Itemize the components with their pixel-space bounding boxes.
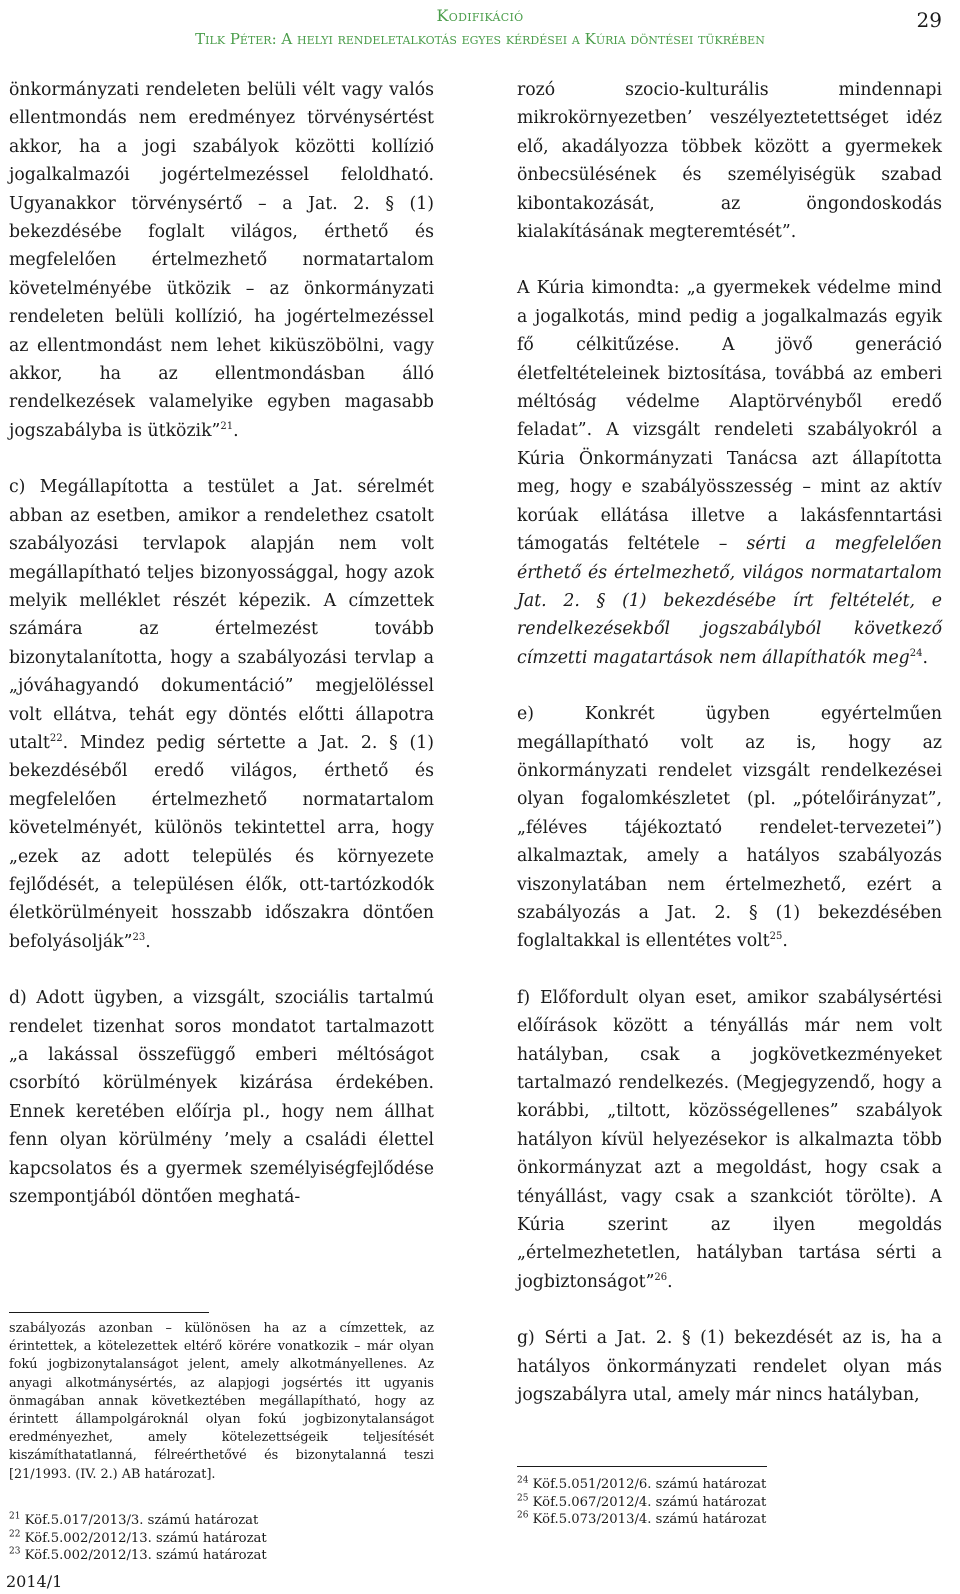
footnote-24: $^{24}$ Köf.5.051/2012/6. számú határozat xyxy=(517,1475,767,1492)
footnote-25: $^{25}$ Köf.5.067/2012/4. számú határozat xyxy=(517,1493,767,1510)
issue-label: 2014/1 xyxy=(6,1572,63,1591)
footnote-continuation: szabályozás azonban – különösen ha az a címzettek, az érintettek, a kötelezettek eltérő körére vonatkozik – már olyan fokú jogbizonytalanságot jelent, amely alkotmányellenes. Az anyagi alkotmánysértés, az alapjogi jogsértés itt ugyanis önmagában annak következtében megállapítható, hogy az érintett állampolgároknál olyan fokú jogbizonytalanságot eredményezhet, amely kötelezettségeik teljesítését kiszámíthatatlanná, félreérthetővé és bizonytalanná teszi [21/1993. (IV. 2.) AB határozat]. xyxy=(9,1321,434,1482)
left-paragraph-2: c) Megállapította a testület a Jat. sérelmét abban az esetben, amikor a rendelethez csatolt szabályozási tervlapok alapján nem volt megállapítható teljes bizonyossággal, hogy azok melyik melléklet részét képezik. A címzettek számára az értelmezést tovább bizonytalanította, hogy a szabályozási tervlap a „jóváhagyandó dokumentáció” megjelöléssel volt ellátva, tehát egy döntés előtti állapotra utalt$^{22}$. Mindez pedig sértette a Jat. 2. § (1) bekezdéséből eredő világos, érthető és megfelelően értelmezhető normatartalom követelményét, különös tekintettel arra, hogy „ezek az adott település és környezete fejlődését, a településen élők, ott-tartózkodók életkörülményeit hosszabb időszakra döntően befolyásolják”$^{23}$. xyxy=(9,477,434,952)
page-number: 29 xyxy=(916,8,942,32)
right-paragraph-2: A Kúria kimondta: „a gyermekek védelme mind a jogalkotás, mind pedig a jogalkalmazás egyik fő célkitűzése. A jövő generáció életfeltételeinek biztosítása, továbbá az emberi méltóság védelme Alaptörvényből eredő feladat”. A vizsgált rendeleti szabályokról a Kúria Önkormányzati Tanácsa azt állapította meg, hogy e szabályösszesség – mint az aktív korúak ellátása illetve a lakásfenntartási támogatás feltétele – sérti a megfelelően érthető és értelmezhető, világos normatartalom Jat. 2. § (1) bekezdésébe írt feltételét, e rendelkezésekből jogszabályból következő címzetti magatartások nem állapíthatók meg$^{24}$. xyxy=(517,278,942,668)
footnote-separator-left xyxy=(9,1312,209,1313)
footnote-22: $^{22}$ Köf.5.002/2012/13. számú határozat xyxy=(9,1529,267,1546)
left-footnotes xyxy=(9,1512,434,1565)
footnote-ref-26[interactable]: 26 xyxy=(654,1272,668,1284)
footnote-21: $^{21}$ Köf.5.017/2013/3. számú határozat xyxy=(9,1511,259,1528)
running-header-title: Tilk Péter: A helyi rendeletalkotás egyes kérdései a Kúria döntései tükrében xyxy=(195,30,765,48)
footnote-ref-25[interactable]: 25 xyxy=(769,931,783,943)
right-paragraph-3: e) Konkrét ügyben egyértelműen megállapítható volt az is, hogy az önkormányzati rendelet vizsgált rendelkezései olyan fogalomkészletet (pl. „pótelőirányzat”, „féléves tájékoztató rendelet-tervezetei”) alkalmaztak, amely a hatályos szabályozás viszonylatában nem értelmezhető, ezért a szabályozás a Jat. 2. § (1) bekezdésében foglaltakkal is ellentétes volt$^{25}$. xyxy=(517,704,942,952)
right-column xyxy=(517,76,942,1437)
italic-quote: sérti a megfelelően érthető és értelmezhető, világos normatartalom Jat. 2. § (1) bekezdésébe írt feltételét, e rendelkezésekből jogszabályból következő címzetti magatartások nem állapíthatók meg xyxy=(517,534,942,668)
right-paragraph-1: rozó szocio-kulturális mindennapi mikrokörnyezetben’ veszélyeztetettséget idéz elő, akadályozza többek között a gyermekek önbecsülésének és személyiségük szabad kibontakozását, az öngondoskodás kialakításának megteremtését”. xyxy=(517,80,942,243)
footnote-ref-23[interactable]: 23 xyxy=(132,932,146,944)
right-paragraph-4: f) Előfordult olyan eset, amikor szabálysértési előírások között a tényállás már nem volt hatályban, csak a jogkövetkezményeket tartalmazó rendelkezés. (Megjegyzendő, hogy a korábbi, „tiltott, közösségellenes” szabályok hatályon kívül helyezésekor is alkalmazta több önkormányzat azt a megoldást, hogy csak a tényállást, vagy csak a szankciót törölte). A Kúria szerint az ilyen megoldás „értelmezhetetlen, hatályban tartása sérti a jogbiztonságot”$^{26}$. xyxy=(517,987,942,1292)
footnote-ref-22[interactable]: 22 xyxy=(49,733,63,745)
right-paragraph-5: g) Sérti a Jat. 2. § (1) bekezdését az is, ha a hatályos önkormányzati rendelet olyan más jogszabályra utal, amely már nincs hatályban, xyxy=(517,1328,942,1406)
footnote-26: $^{26}$ Köf.5.073/2013/4. számú határozat xyxy=(517,1510,767,1528)
left-paragraph-3: d) Adott ügyben, a vizsgált, szociális tartalmú rendelet tizenhat soros mondatot tartalmazott „a lakással összefüggő emberi méltóságot csorbító körülmények kizárása érdekében. Ennek keretében előírja pl., hogy nem állhat fenn olyan körülmény ’mely a családi élettel kapcsolatos és a gyermek személyiségfejlődése szempontjából döntően meghatá- xyxy=(9,988,434,1208)
footnote-ref-24[interactable]: 24 xyxy=(909,647,923,659)
right-footnotes xyxy=(517,1476,942,1529)
left-paragraph-1: önkormányzati rendeleten belüli vélt vagy valós ellentmondás nem eredményez törvénysértést akkor, ha a jogi szabályok közötti kollízió jogalkalmazói jogértelmezéssel feloldható. Ugyanakkor törvénysértő – a Jat. 2. § (1) bekezdésébe foglalt világos, érthető és megfelelően értelmezhető normatartalom követelményébe ütközik – az önkormányzati rendeleten belüli kollízió, ha jogértelmezéssel az ellentmondást nem lehet kiküszöbölni, vagy akkor, ha az ellentmondásban álló rendelkezések valamelyike egyben magasabb jogszabályba is ütközik”$^{21}$. xyxy=(9,80,434,441)
footnote-separator-right xyxy=(517,1466,767,1467)
running-header-section: Kodifikáció xyxy=(436,6,524,25)
footnote-ref-21[interactable]: 21 xyxy=(220,421,234,433)
footnote-23: $^{23}$ Köf.5.002/2012/13. számú határozat xyxy=(9,1546,267,1564)
left-column xyxy=(9,76,434,1239)
